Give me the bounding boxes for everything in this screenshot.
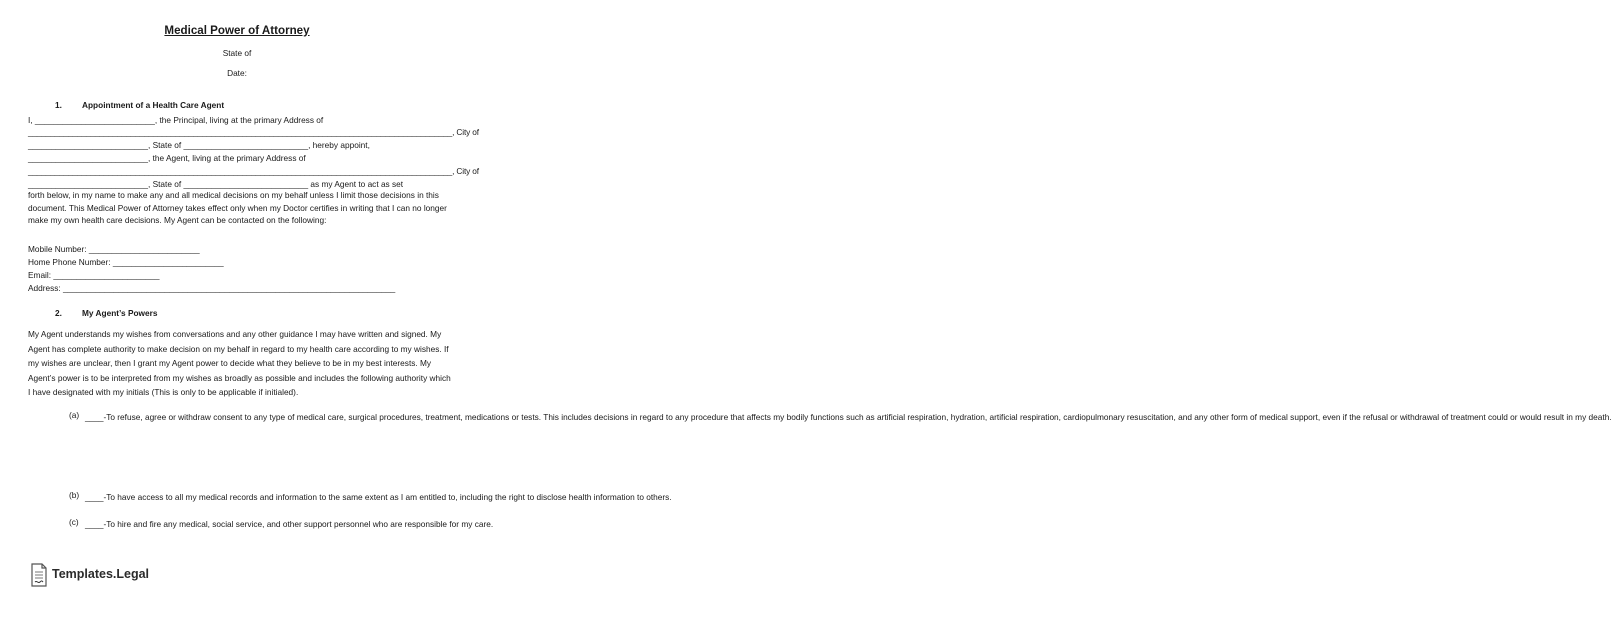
- home-phone-field: Home Phone Number: ________________________: [28, 257, 224, 267]
- section-2-heading: My Agent’s Powers: [82, 308, 158, 318]
- powers-list: [0, 410, 1612, 550]
- form-line: _______________________________________________________________________________________________, City of: [28, 166, 479, 176]
- date-label: Date:: [227, 68, 247, 78]
- state-label: State of: [222, 48, 252, 58]
- email-field: Email: _______________________: [28, 270, 160, 280]
- item-c-label: (c): [69, 517, 79, 527]
- item-b-text: ____-To have access to all my medical records and information to the same extent as I am entitled to, including the right to disclose health information to others.: [85, 492, 672, 502]
- section-2-paragraph: My Agent understands my wishes from conversations and any other guidance I may have written and signed. My Agent has complete authority to make decision on my behalf in regard to my health care according to my wishes. If my wishes are unclear, then I grant my Agent power to decide what they believe to be in my best interests. My Agent’s power is to be interpreted from my wishes as broadly as possible and includes the following authority which I have designated with my initials (This is only to be applicable if initialed).: [28, 329, 451, 397]
- item-a-label: (a): [69, 410, 80, 420]
- section-1-paragraph: forth below, in my name to make any and all medical decisions on my behalf unless I limit those decisions in this document. This Medical Power of Attorney takes effect only when my Doctor certifies in writing that I can no longer make my own health care decisions. My Agent can be contacted on the following:: [28, 190, 447, 226]
- form-line: _______________________________________________________________________________________________, City of: [28, 127, 479, 137]
- address-field: Address: ________________________________________________________________________: [28, 283, 396, 293]
- form-line: __________________________, State of ___________________________, hereby appoint,: [28, 140, 370, 150]
- mobile-number-field: Mobile Number: ________________________: [28, 244, 200, 254]
- item-c-text: ____-To hire and fire any medical, social service, and other support personnel who are responsible for my care.: [85, 519, 494, 529]
- section-2-number: 2.: [55, 308, 62, 318]
- item-a-text: ____-To refuse, agree or withdraw consent to any type of medical care, surgical procedures, treatment, medications or tests. This includes decisions in regard to any procedure that affects my bodily functions such as artificial respiration, hydration, artificial respiration, cardiopulmonary resuscitation, and any other form of medical support, even if the refusal or withdrawal of treatment could or would result in my death.: [85, 412, 1612, 422]
- section-1-heading: Appointment of a Health Care Agent: [82, 100, 225, 110]
- form-line: I, __________________________, the Principal, living at the primary Address of: [28, 115, 324, 125]
- templates-legal-logo: [28, 562, 198, 588]
- document-title: Medical Power of Attorney: [164, 24, 310, 37]
- form-line: __________________________, the Agent, living at the primary Address of: [28, 153, 306, 163]
- item-b-label: (b): [69, 490, 80, 500]
- document-icon: [30, 563, 48, 587]
- section-1-number: 1.: [55, 100, 62, 110]
- brand-name: Templates.Legal: [52, 567, 150, 581]
- form-line: __________________________, State of ___________________________ as my Agent to act as set: [28, 179, 404, 189]
